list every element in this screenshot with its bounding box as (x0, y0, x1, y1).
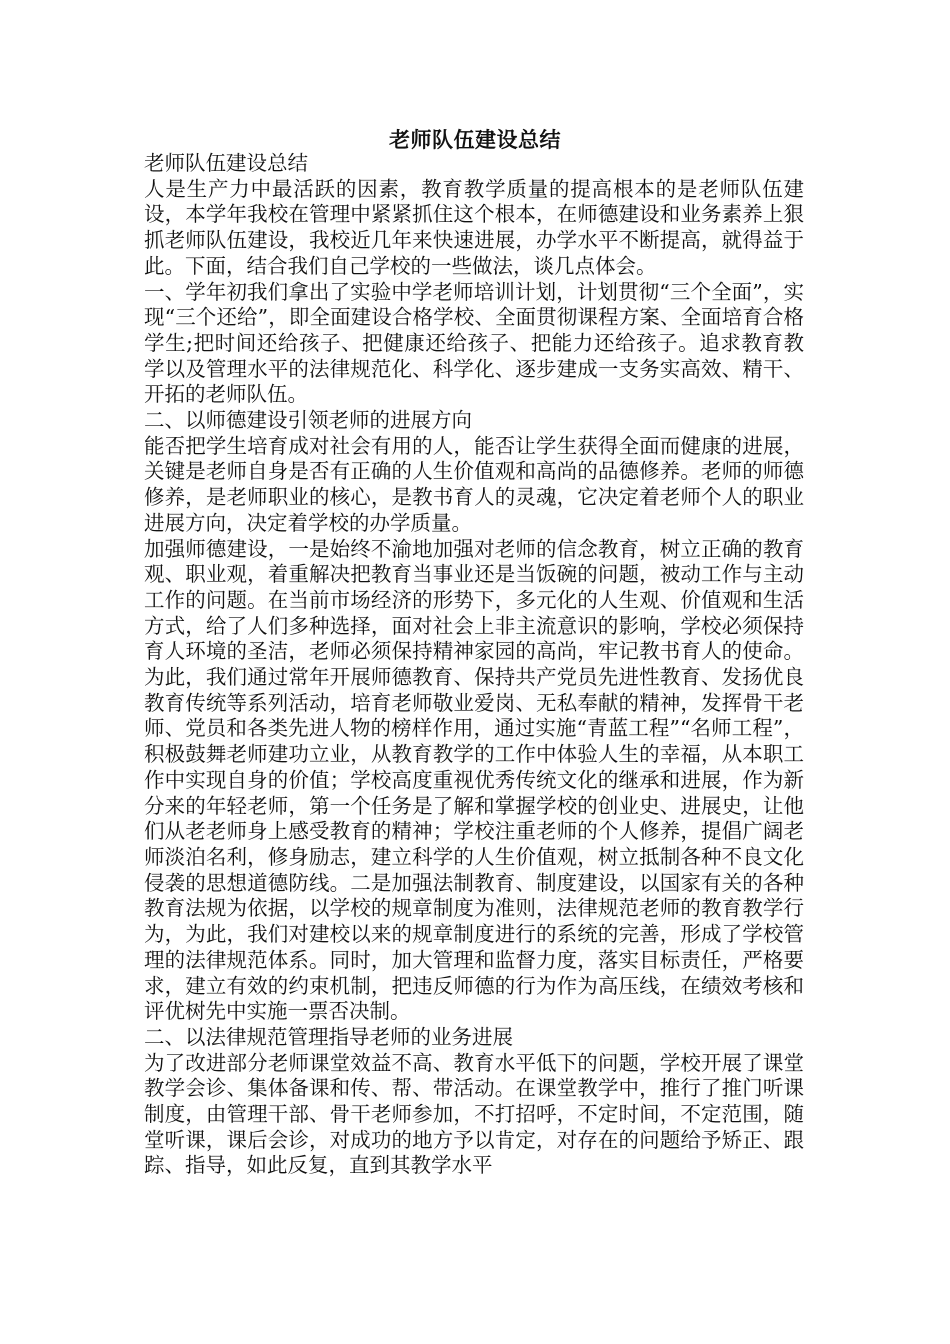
paragraph-ethics-measures: 加强师德建设，一是始终不渝地加强对老师的信念教育，树立正确的教育观、职业观，着重解决把教育当事业还是当饭碗的问题，被动工作与主动工作的问题。在当前市场经济的形势下，多元化的人生观、价值观和生活方式，给了人们多种选择，面对社会上非主流意识的影响，学校必须保持育人环境的圣洁，老师必须保持精神家园的高尚，牢记教书育人的使命。为此，我们通过常年开展师德教育、保持共产党员先进性教育、发扬优良教育传统等系列活动，培育老师敬业爱岗、无私奉献的精神，发挥骨干老师、党员和各类先进人物的榜样作用，通过实施“青蓝工程”“名师工程”，积极鼓舞老师建功立业，从教育教学的工作中体验人生的幸福，从本职工作中实现自身的价值；学校高度重视优秀传统文化的继承和进展，作为新分来的年轻老师，第一个任务是了解和掌握学校的创业史、进展史，让他们从老老师身上感受教育的精神；学校注重老师的个人修养，提倡广阔老师淡泊名利，修身励志，建立科学的人生价值观，树立抵制各种不良文化侵袭的思想道德防线。二是加强法制教育、制度建设，以国家有关的各种教育法规为依据，以学校的规章制度为准则，法律规范老师的教育教学行为，为此，我们对建校以来的规章制度进行的系统的完善，形成了学校管理的法律规范体系。同时，加大管理和监督力度，落实目标责任，严格要求，建立有效的约束机制，把违反师德的行为作为高压线，在绩效考核和评优树先中实施一票否决制。 (144, 536, 804, 1024)
paragraph-intro: 人是生产力中最活跃的因素，教育教学质量的提高根本的是老师队伍建设，本学年我校在管理中紧紧抓住这个根本，在师德建设和业务素养上狠抓老师队伍建设，我校近几年来快速进展，办学水平不断提高，就得益于此。下面，结合我们自己学校的一些做法，谈几点体会。 (144, 176, 804, 278)
paragraph-classroom-teaching: 为了改进部分老师课堂效益不高、教育水平低下的问题，学校开展了课堂教学会诊、集体备课和传、帮、带活动。在课堂教学中，推行了推门听课制度，由管理干部、骨干老师参加，不打招呼，不定时间，不定范围，随堂听课，课后会诊，对成功的地方予以肯定，对存在的问题给予矫正、跟踪、指导，如此反复，直到其教学水平 (144, 1050, 804, 1178)
paragraph-section-one: 一、学年初我们拿出了实验中学老师培训计划，计划贯彻“三个全面”，实现“三个还给”，即全面建设合格学校、全面贯彻课程方案、全面培育合格学生;把时间还给孩子、把健康还给孩子、把能力还给孩子。追求教育教学以及管理水平的法律规范化、科学化、逐步建成一支务实高效、精干、开拓的老师队伍。 (144, 279, 804, 407)
section-heading-ethics: 二、以师德建设引领老师的进展方向 (144, 408, 472, 433)
paragraph-ethics-core: 能否把学生培育成对社会有用的人，能否让学生获得全面而健康的进展，关键是老师自身是否有正确的人生价值观和高尚的品德修养。老师的师德修养，是老师职业的核心，是教书育人的灵魂，它决定着老师个人的职业进展方向，决定着学校的办学质量。 (144, 433, 804, 535)
document-body (144, 151, 804, 1179)
section-heading-management: 二、以法律规范管理指导老师的业务进展 (144, 1024, 513, 1049)
document-title: 老师队伍建设总结 (389, 128, 561, 152)
document-subtitle: 老师队伍建设总结 (144, 151, 308, 175)
